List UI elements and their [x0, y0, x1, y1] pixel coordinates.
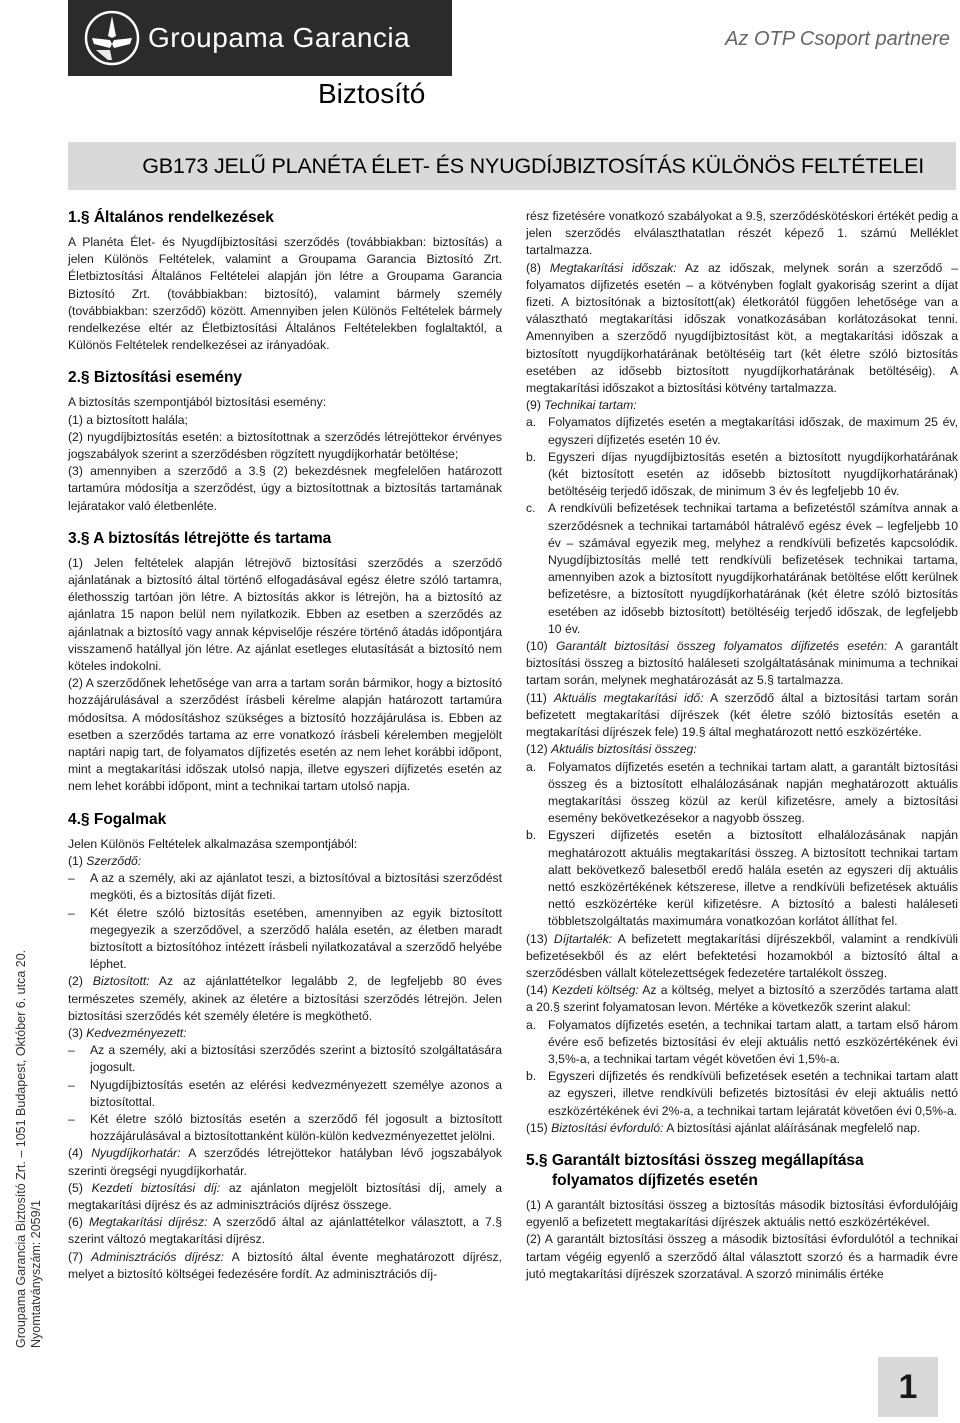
definition-7-continued: rész fizetésére vonatkozó szabályokat a 9.§, szerződéskötéskori értékét pedig a jelen szerződés elválaszthatatlan részét képező 1. számú Melléklet tartalmazza.: [526, 209, 958, 258]
brand-subtitle: Biztosító: [318, 78, 426, 109]
definition-1: (1) Szerződő:: [68, 853, 142, 868]
section-5-para-2: (2) A garantált biztosítási összeg a második biztosítási évfordulótól a technikai tartam végéig egyenlő a szerződő által választott szorzó és a harmadik évre jutó megtakarítási díjrészek szorzatával. A szorzó minimális értéke: [526, 1232, 958, 1281]
sidebar-imprint: [14, 950, 44, 1348]
section-2-intro: A biztosítás szempontjából biztosítási esemény:: [68, 395, 327, 410]
definition-12-item: a. Folyamatos díjfizetés esetén a technikai tartam alatt, a garantált biztosítási összeg és a biztosított elhalálozásának napján meghatározott aktuális megtakarítási összeg közül az kerül kifizetésre, amely a biztosítási esemény bekövetkezésekor a nagyobb összeg.: [526, 759, 958, 826]
definition-3-item: – Az a személy, aki a biztosítási szerződés szerint a biztosító szolgáltatására jogosult.: [68, 1043, 502, 1075]
groupama-logo-icon: [82, 8, 142, 68]
partner-tagline: Az OTP Csoport partnere: [725, 28, 950, 50]
left-column: [68, 208, 502, 1283]
section-4-intro: Jelen Különös Feltételek alkalmazása szempontjából:: [68, 836, 358, 851]
definition-9-item: c. A rendkívüli befizetések technikai tartama a befizetéstől számítva annak a szerződésnek a technikai tartamából hátralévő egész évek – legfeljebb 10 év – számával egyezik meg, melyhez a rendkívüli befizetés kapcsolódik. Nyugdíjbiztosítás mellé tett rendkívüli befizetések technikai tartama, amennyiben azok a biztosított nyugdíjkorhatárának betöltése előtt kerülnek befizetésre, a biztosított nyugdíjkorhatárának (két életre szóló biztosítás esetében az idősebb biztosított) betöltéséig terjedő időszak, de legfeljebb 10 év.: [526, 501, 958, 636]
logo-bar: [68, 0, 452, 76]
section-3-para-2: (2) A szerződőnek lehetősége van arra a tartam során bármikor, hogy a biztosító hozzájárulásával a szerződést írásbeli kérelme alapján határozott tartamúra módosítsa. A módosításhoz szükséges a biztosító hozzájárulása is. Ebben az esetben a szerződés tartama az erre vonatkozó írásbeli kérelemben megjelölt naptári napig tart, de folyamatos díjfizetés esetén az nem lehet korábbi időpont, mint a megtakarítási időszak utolsó napja, illetve egyszeri díjfizetés esetén az nem lehet korábbi időpont, mint a technikai tartam utolsó napja.: [68, 676, 502, 794]
definition-3-item: – Nyugdíjbiztosítás esetén az elérési kedvezményezett személye azonos a biztosítottal.: [68, 1077, 502, 1109]
right-column: [526, 208, 958, 1283]
definition-12: (12) Aktuális biztosítási összeg:: [526, 742, 697, 757]
page-number: 1: [878, 1357, 938, 1417]
section-3-heading: 3.§ A biztosítás létrejötte és tartama: [68, 529, 332, 547]
section-2-item-1: (1) a biztosított halála;: [68, 412, 188, 427]
definition-2: (2) Biztosított: Az az ajánlattételkor legalább 2, de legfeljebb 80 éves természetes személy, akinek az életére a biztosítási szerződés létrejön. Jelen biztosítási szerződés két személy életére is megköthető.: [68, 974, 503, 1023]
section-3-para-1: (1) Jelen feltételek alapján létrejövő biztosítási szerződés a szerződő ajánlatának a biztosító által történő elfogadásával egész életre szóló tartamra, élethosszig tartóan jön létre. A biztosítás akkor is létrejön, ha a biztosító az ajánlatra 15 napon belül nem nyilatkozik. Ebben az esetben a szerződés az ajánlatnak a biztosító vagy annak képviselője részére történő átadás időpontjára visszamenő hatállyal jön létre. Az ajánlat esetleges elutasítását a biztosító nem köteles indokolni.: [68, 555, 502, 674]
definition-13: (13) Díjtartalék: A befizetett megtakarítási díjrészekből, valamint a rendkívüli befizetésekből és az elért befektetési hozamokból a biztosító által a szerződésben vállalt kötelezettségek fedezetére tartalékolt összeg.: [526, 931, 958, 980]
definition-7: (7) Adminisztrációs díjrész: A biztosító által évente meghatározott díjrész, melyet a biztosító költségei fedezésére fordít. Az adminisztrációs díj-: [68, 1249, 502, 1281]
definition-1-item: – A az a személy, aki az ajánlatot teszi, a biztosítóval a biztosítási szerződést megköti, és a biztosítás díját fizeti.: [68, 871, 502, 903]
imprint-form-number: Nyomtatványszám: 2059/1: [29, 1200, 43, 1348]
document-title: GB173 JELŰ PLANÉTA ÉLET- ÉS NYUGDÍJBIZTOSÍTÁS KÜLÖNÖS FELTÉTELEI: [142, 153, 924, 178]
definition-9: (9) Technikai tartam:: [526, 398, 637, 413]
section-1-text: A Planéta Élet- és Nyugdíjbiztosítási szerződés (továbbiakban: biztosítás) a jelen Különös Feltételek, valamint a Groupama Garancia Biztosító Zrt. Életbiztosítási Általános Feltételei alapján jön létre a Groupama Garancia Biztosító Zrt. (továbbiakban: biztosító), valamint bármely személy (továbbiakban: szerződő) között. Amennyiben jelen Különös Feltételek bármely rendelkezése eltér az Életbiztosítási Általános Feltételekben foglaltaktól, a Különös Feltételek rendelkezései az irányadóak.: [68, 235, 502, 353]
definition-5: (5) Kezdeti biztosítási díj: az ajánlaton megjelölt biztosítási díj, amely a megtakarítási díjrész és az adminisztrációs díjrész összege.: [68, 1180, 502, 1212]
definition-14-item: b. Egyszeri díjfizetés és rendkívüli befizetések esetén a technikai tartam alatt az egyszeri, illetve rendkívüli befizetés biztosítási év eleji aktuális nettó eszközértékének évi 2%-a, a technikai tartam lejáratát követően évi 0,5%-a.: [526, 1069, 958, 1118]
definition-14-item: a. Folyamatos díjfizetés esetén, a technikai tartam alatt, a tartam első három évére eső befizetés biztosítási év eleji aktuális nettó eszközértékének évi 3,5%-a, a technikai tartam végét követően évi 1,5%-a.: [526, 1017, 958, 1066]
definition-4: (4) Nyugdíjkorhatár: A szerződés létrejöttekor hatályban lévő jogszabályok szerinti öregségi nyugdíjkorhatár.: [68, 1146, 502, 1178]
definition-3: (3) Kedvezményezett:: [68, 1025, 187, 1040]
definition-9-item: a. Folyamatos díjfizetés esetén a megtakarítási időszak, de maximum 25 év, egyszeri díjfizetés esetén 10 év.: [526, 415, 958, 447]
definition-14: (14) Kezdeti költség: Az a költség, melyet a biztosító a szerződés tartama alatt a 20.§ szerint folyamatosan levon. Mértéke a következők szerint alakul:: [526, 983, 958, 1015]
section-5-para-1: (1) A garantált biztosítási összeg a biztosítás második biztosítási évfordulójáig egyenlő a befizetett megtakarítási díjrészek aktuális nettó eszközértékével.: [526, 1197, 958, 1230]
definition-8: (8) Megtakarítási időszak: Az az időszak, melynek során a szerződő – folyamatos díjfizetés esetén – a kötvényben foglalt gyakoriság szerint a díjat fizeti. A biztosítónak a biztosított(ak) életkorától függően lehetősége van a választható megtakarítási időszak vonatkozásában korlátozásokat tenni. Amennyiben a szerződő nyugdíjbiztosítást köt, a megtakarítási időszak a biztosított nyugdíjkorhatárának betöltéséig tart (két életre szóló biztosítás esetében az idősebb biztosított nyugdíjkorhatárának betöltéséig). A megtakarítási időszakot a biztosítási kötvény tartalmazza.: [526, 260, 958, 396]
definition-6: (6) Megtakarítási díjrész: A szerződő által az ajánlattételkor választott, a 7.§ szerint változó megtakarítási díjrész.: [68, 1215, 502, 1247]
definition-1-item: – Két életre szóló biztosítás esetében, amennyiben az egyik biztosított megegyezik a szerződővel, a szerződő halála esetén, az életben maradt biztosított a biztosítóhoz intézett írásbeli nyilatkozatával a szerződő helyébe léphet.: [68, 905, 502, 972]
section-2-heading: 2.§ Biztosítási esemény: [68, 369, 243, 387]
section-2-item-3: (3) amennyiben a szerződő a 3.§ (2) bekezdésnek megfelelően határozott tartamúra módosítja a szerződést, úgy a biztosítottnak a biztosítás tartamának lejáratakor való életbenléte.: [68, 464, 502, 513]
definition-15: (15) Biztosítási évforduló: A biztosítási ajánlat aláírásának megfelelő nap.: [526, 1120, 921, 1135]
logo-text: Groupama Garancia: [148, 22, 411, 53]
definition-11: (11) Aktuális megtakarítási idő: A szerződő által a biztosítási tartam során befizetett megtakarítási díjrészek (két életre szóló biztosítás esetén a megtakarítási díjrészek fele) 19.§ által meghatározott nettó eszközértéke.: [526, 690, 958, 740]
section-4-heading: 4.§ Fogalmak: [68, 810, 167, 828]
definition-12-item: b. Egyszeri díjfizetés esetén a biztosított elhalálozásának napján meghatározott aktuális megtakarítási összeg. A biztosított technikai tartam alatt bekövetkező balesetből eredő halála esetén az egyszeri díj aktuális nettó eszközértékének kétszerese, illetve a rendkívüli befizetések aktuális nettó eszközértéke kerül kifizetésre. A biztosító a balesti haláleseti többletszolgáltatás maximumára vonatkozóan korlátot állíthat fel.: [526, 828, 958, 929]
definition-10: (10) Garantált biztosítási összeg folyamatos díjfizetés esetén: A garantált biztosítási összeg a biztosító haláleseti szolgáltatásának minimuma a technikai tartam során, melynek meghatározását az 5.§ tartalmazza.: [526, 639, 959, 688]
section-2-item-2: (2) nyugdíjbiztosítás esetén: a biztosítottnak a szerződés létrejöttekor érvényes jogszabályok szerint a szerződésben rögzített nyugdíjkorhatár betöltése;: [68, 429, 502, 462]
definition-3-item: – Két életre szóló biztosítás esetén a szerződő fél jogosult a biztosított hozzájárulásával a biztosítottanként külön-külön kedvezményezettet jelölni.: [68, 1111, 502, 1144]
definition-9-item: b. Egyszeri díjas nyugdíjbiztosítás esetén a biztosított nyugdíjkorhatárának (két biztosított esetén az idősebb biztosított nyugdíjkorhatárának) betöltéséig terjedő időszak, de minimum 3 év és legfeljebb 10 év.: [526, 449, 958, 499]
imprint-address: Groupama Garancia Biztosító Zrt. – 1051 Budapest, Október 6. utca 20.: [14, 949, 28, 1348]
section-1-heading: 1.§ Általános rendelkezések: [68, 209, 274, 226]
document-title-bar: [68, 142, 956, 190]
section-5-heading: 5.§ Garantált biztosítási összeg megállapítása folyamatos díjfizetés esetén: [526, 1151, 864, 1189]
